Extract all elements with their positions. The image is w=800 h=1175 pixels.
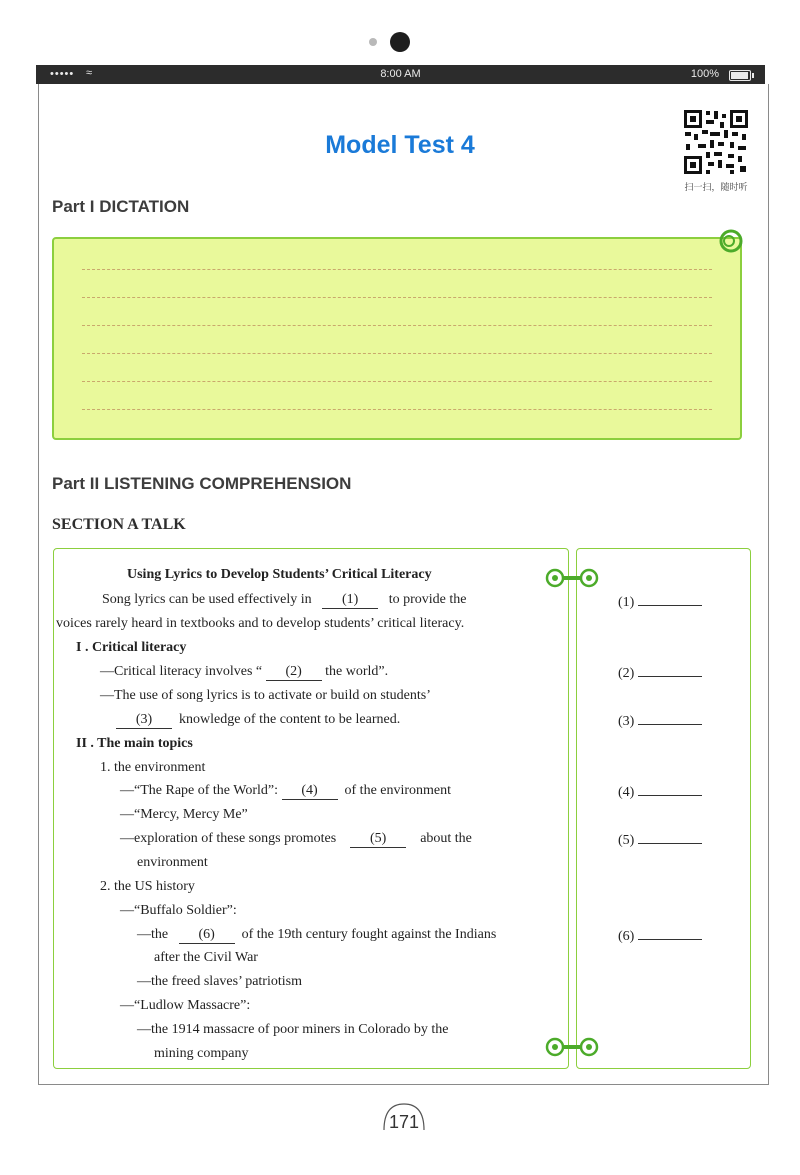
camera-dot-small xyxy=(369,38,377,46)
blank-2: (2) xyxy=(266,664,322,681)
dictation-line xyxy=(82,297,712,298)
part1-heading: Part I DICTATION xyxy=(52,197,190,216)
blank-4: (4) xyxy=(282,783,338,800)
answer-line xyxy=(638,712,702,725)
notes-line: —The use of song lyrics is to activate or build on students’ xyxy=(100,688,431,703)
qr-code-icon[interactable] xyxy=(682,108,750,176)
text: the world”. xyxy=(325,664,389,679)
answer-slot-6[interactable] xyxy=(618,927,702,945)
text: about the xyxy=(420,831,472,846)
signal-indicator: ••••• xyxy=(50,68,75,80)
answer-slot-1[interactable] xyxy=(618,593,702,611)
answer-line xyxy=(638,783,702,796)
notes-line: —the freed slaves’ patriotism xyxy=(137,974,302,989)
notes-line: —“Mercy, Mercy Me” xyxy=(120,807,248,822)
camera-lens xyxy=(390,32,410,52)
answer-box xyxy=(576,548,751,1069)
answer-line xyxy=(638,927,702,940)
text: —Critical literacy involves “ xyxy=(100,664,263,679)
part2-heading: Part II LISTENING COMPREHENSION xyxy=(52,474,352,493)
answer-label: (6) xyxy=(618,929,635,944)
heading-main-topics: II . The main topics xyxy=(76,736,193,751)
status-time: 8:00 AM xyxy=(380,68,421,80)
text: —exploration of these songs promotes xyxy=(120,831,337,846)
page-number: 171 xyxy=(388,1112,420,1132)
notes-line xyxy=(120,783,451,800)
notes-line xyxy=(102,592,466,609)
notes-line: —“Ludlow Massacre”: xyxy=(120,998,251,1013)
answer-label: (1) xyxy=(618,595,635,610)
notes-line: mining company xyxy=(154,1046,249,1061)
dictation-line xyxy=(82,381,712,382)
blank-6: (6) xyxy=(179,927,235,944)
notes-line: —the 1914 massacre of poor miners in Colorado by the xyxy=(137,1022,449,1037)
section-a-heading: SECTION A TALK xyxy=(52,516,186,533)
answer-line xyxy=(638,593,702,606)
answer-slot-4[interactable] xyxy=(618,783,702,801)
clip-connector-icon xyxy=(545,1035,599,1059)
notes-line xyxy=(120,831,472,848)
status-bar xyxy=(36,65,765,84)
text: to provide the xyxy=(388,592,467,607)
text: —“The Rape of the World”: xyxy=(120,783,279,798)
answer-label: (3) xyxy=(618,714,635,729)
dictation-line xyxy=(82,269,712,270)
answer-slot-5[interactable] xyxy=(618,831,702,849)
blank-3: (3) xyxy=(116,712,172,729)
heading-critical-literacy: I . Critical literacy xyxy=(76,640,187,655)
answer-label: (4) xyxy=(618,785,635,800)
answer-label: (2) xyxy=(618,666,635,681)
answer-label: (5) xyxy=(618,833,635,848)
wifi-icon: ≈ xyxy=(86,67,93,79)
answer-line xyxy=(638,831,702,844)
notes-line xyxy=(116,712,400,729)
notes-line xyxy=(100,664,388,681)
blank-1: (1) xyxy=(322,592,378,609)
notes-line: after the Civil War xyxy=(154,950,258,965)
dictation-line xyxy=(82,353,712,354)
notes-line: environment xyxy=(137,855,208,870)
text: Song lyrics can be used effectively in xyxy=(102,592,312,607)
qr-caption: 扫一扫，随时听 xyxy=(684,183,748,193)
notes-line: 1. the environment xyxy=(100,760,206,775)
answer-slot-2[interactable] xyxy=(618,664,702,682)
text: of the environment xyxy=(344,783,452,798)
notes-line xyxy=(137,927,496,944)
dictation-line xyxy=(82,409,712,410)
blank-5: (5) xyxy=(350,831,406,848)
page-title: Model Test 4 xyxy=(325,131,475,159)
text: of the 19th century fought against the Indians xyxy=(241,927,497,942)
dictation-box xyxy=(52,237,742,440)
text: —the xyxy=(137,927,169,942)
notes-line: —“Buffalo Soldier”: xyxy=(120,903,237,918)
notes-line: 2. the US history xyxy=(100,879,195,894)
battery-percent: 100% xyxy=(690,68,719,80)
notes-title: Using Lyrics to Develop Students’ Critical Literacy xyxy=(127,567,432,582)
ring-binder-icon xyxy=(718,228,744,254)
battery-icon xyxy=(729,70,751,81)
dictation-line xyxy=(82,325,712,326)
text: knowledge of the content to be learned. xyxy=(179,712,401,727)
notes-line: voices rarely heard in textbooks and to develop students’ critical literacy. xyxy=(56,616,465,631)
answer-line xyxy=(638,664,702,677)
clip-connector-icon xyxy=(545,566,599,590)
answer-slot-3[interactable] xyxy=(618,712,702,730)
